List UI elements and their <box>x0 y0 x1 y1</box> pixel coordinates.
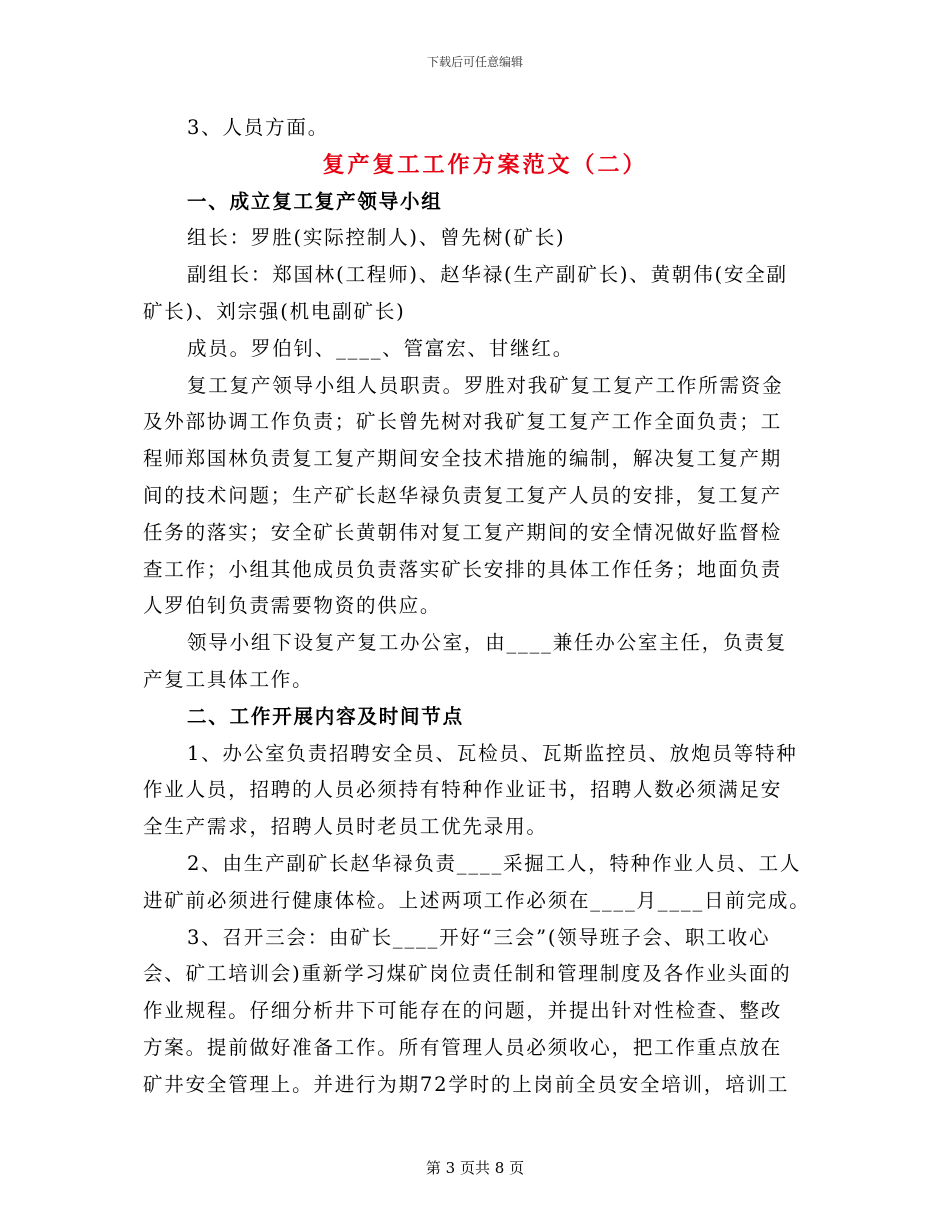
paragraph-line: 矿长)、刘宗强(机电副矿长) <box>143 299 406 323</box>
paragraph-line: 进矿前必须进行健康体检。上述两项工作必须在____月____日前完成。 <box>143 888 811 912</box>
section-heading-1: 一、成立复工复产领导小组 <box>187 189 443 213</box>
paragraph-line: 1、办公室负责招聘安全员、瓦检员、瓦斯监控员、放炮员等特种 <box>187 741 798 765</box>
office-paragraph <box>143 625 807 699</box>
paragraph-line: 作业人员，招聘的人员必须持有特种作业证书，招聘人数必须满足安 <box>143 778 783 802</box>
item-1-paragraph <box>143 736 807 846</box>
paragraph-line: 会、矿工培训会)重新学习煤矿岗位责任制和管理制度及各作业头面的 <box>143 962 792 986</box>
page-header: 下载后可任意编辑 <box>426 55 523 69</box>
item-3-paragraph <box>143 920 807 1104</box>
paragraph-line: 全生产需求，招聘人员时老员工优先录用。 <box>143 815 548 839</box>
paragraph-line: 3、召开三会：由矿长____开好“三会”(领导班子会、职工收心 <box>187 925 771 949</box>
paragraph-line: 方案。提前做好准备工作。所有管理人员必须收心，把工作重点放在 <box>143 1035 783 1059</box>
paragraph-line: 程师郑国林负责复工复产期间安全技术措施的编制，解决复工复产期 <box>143 447 783 471</box>
item-2-paragraph <box>143 846 811 920</box>
paragraph-line: 副组长：郑国林(工程师)、赵华禄(生产副矿长)、黄朝伟(安全副 <box>187 263 788 287</box>
paragraph-line: 任务的落实；安全矿长黄朝伟对复工复产期间的安全情况做好监督检 <box>143 520 783 544</box>
section-heading-2: 二、工作开展内容及时间节点 <box>187 704 464 728</box>
paragraph-line: 领导小组下设复产复工办公室，由____兼任办公室主任，负责复 <box>187 631 788 655</box>
duty-paragraph <box>143 368 807 626</box>
deputy-paragraph <box>143 257 807 331</box>
leader-line: 组长：罗胜(实际控制人)、曾先树(矿长) <box>187 226 566 250</box>
paragraph-line: 2、由生产副矿长赵华禄负责____采掘工人，特种作业人员、工人 <box>187 851 802 875</box>
paragraph-line: 作业规程。仔细分析井下可能存在的问题，并提出针对性检查、整改 <box>143 999 783 1023</box>
members-line: 成员。罗伯钊、____、管富宏、甘继红。 <box>187 336 574 360</box>
paragraph-line: 矿井安全管理上。并进行为期72学时的上岗前全员安全培训，培训工 <box>143 1072 790 1096</box>
document-body <box>143 110 811 1104</box>
paragraph-line: 产复工具体工作。 <box>143 667 314 691</box>
page-footer: 第 3 页共 8 页 <box>425 1159 525 1177</box>
paragraph-line: 间的技术问题；生产矿长赵华禄负责复工复产人员的安排，复工复产 <box>143 483 783 507</box>
list-item-personnel: 3、人员方面。 <box>187 116 330 139</box>
paragraph-line: 查工作；小组其他成员负责落实矿长安排的具体工作任务；地面负责 <box>143 557 783 581</box>
document-title: 复产复工工作方案范文（二） <box>322 151 648 178</box>
paragraph-line: 人罗伯钊负责需要物资的供应。 <box>143 594 442 618</box>
paragraph-line: 及外部协调工作负责；矿长曾先树对我矿复工复产工作全面负责；工 <box>143 410 783 434</box>
paragraph-line: 复工复产领导小组人员职责。罗胜对我矿复工复产工作所需资金 <box>187 373 784 397</box>
